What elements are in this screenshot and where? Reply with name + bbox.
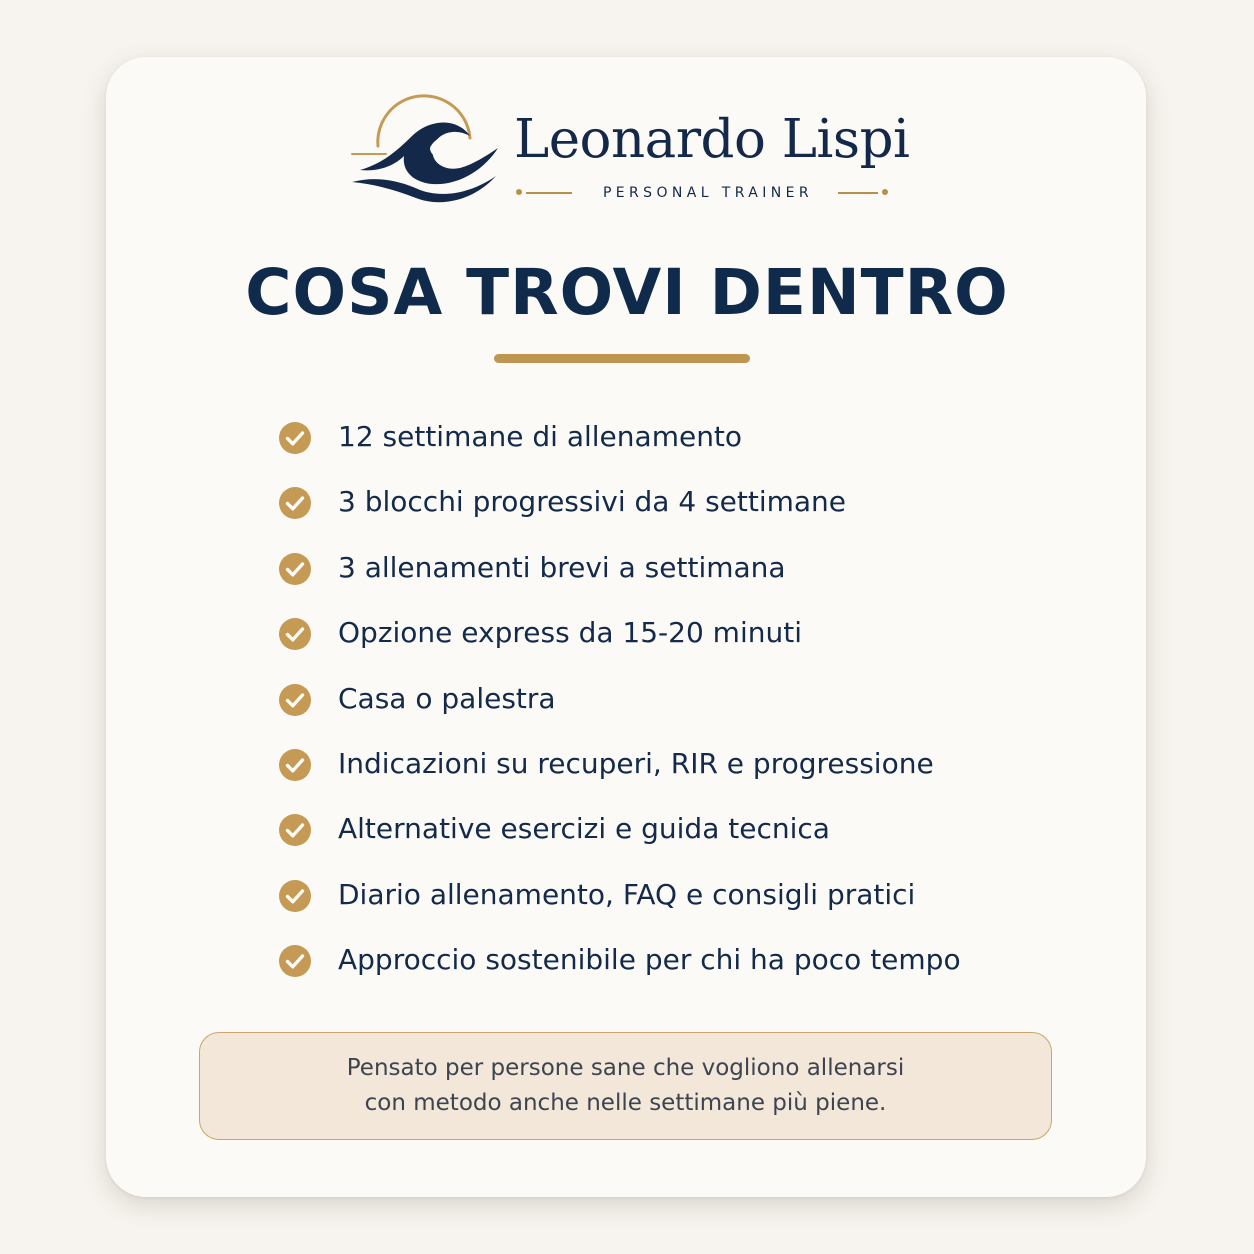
list-item (276, 731, 1006, 796)
note-box (199, 1032, 1052, 1140)
ornament-dot (882, 189, 888, 195)
list-item (276, 469, 1006, 534)
brand-name: Leonardo Lispi (514, 109, 910, 170)
check-circle-icon (279, 487, 311, 519)
feature-label: Approccio sostenibile per chi ha poco tempo (338, 943, 961, 977)
feature-label: Diario allenamento, FAQ e consigli pratici (338, 877, 916, 911)
feature-label: Opzione express da 15-20 minuti (338, 616, 802, 650)
feature-list (276, 404, 1006, 993)
feature-label: 3 allenamenti brevi a settimana (338, 550, 786, 584)
note-text-line-2: con metodo anche nelle settimane più piene. (364, 1090, 887, 1116)
feature-label: 12 settimane di allenamento (338, 420, 743, 453)
page-title: COSA TROVI DENTRO (245, 256, 1009, 329)
list-item (276, 535, 1006, 600)
check-circle-icon (279, 553, 311, 585)
list-item (276, 862, 1006, 927)
ornament-line (526, 192, 572, 194)
check-circle-icon (279, 880, 311, 912)
feature-label: Casa o palestra (338, 681, 556, 715)
list-item (276, 404, 1006, 469)
feature-label: Indicazioni su recuperi, RIR e progressione (338, 746, 934, 780)
brand-subtitle-row (516, 182, 888, 204)
brand-logo (346, 88, 910, 208)
feature-label: Alternative esercizi e guida tecnica (338, 812, 830, 846)
feature-label: 3 blocchi progressivi da 4 settimane (338, 485, 847, 519)
brand-subtitle: PERSONAL TRAINER (602, 185, 814, 201)
list-item (276, 927, 1006, 992)
ornament-dot (516, 189, 522, 195)
check-circle-icon (279, 684, 311, 716)
check-circle-icon (279, 814, 311, 846)
check-circle-icon (279, 945, 311, 977)
wave-sun-logo-icon (346, 88, 506, 206)
ornament-line (838, 192, 878, 194)
title-underline (494, 354, 750, 363)
note-text-line-1: Pensato per persone sane che vogliono allenarsi (346, 1055, 905, 1081)
list-item (276, 796, 1006, 861)
list-item (276, 666, 1006, 731)
check-circle-icon (279, 618, 311, 650)
check-circle-icon (279, 422, 311, 454)
check-circle-icon (279, 749, 311, 781)
list-item (276, 600, 1006, 665)
